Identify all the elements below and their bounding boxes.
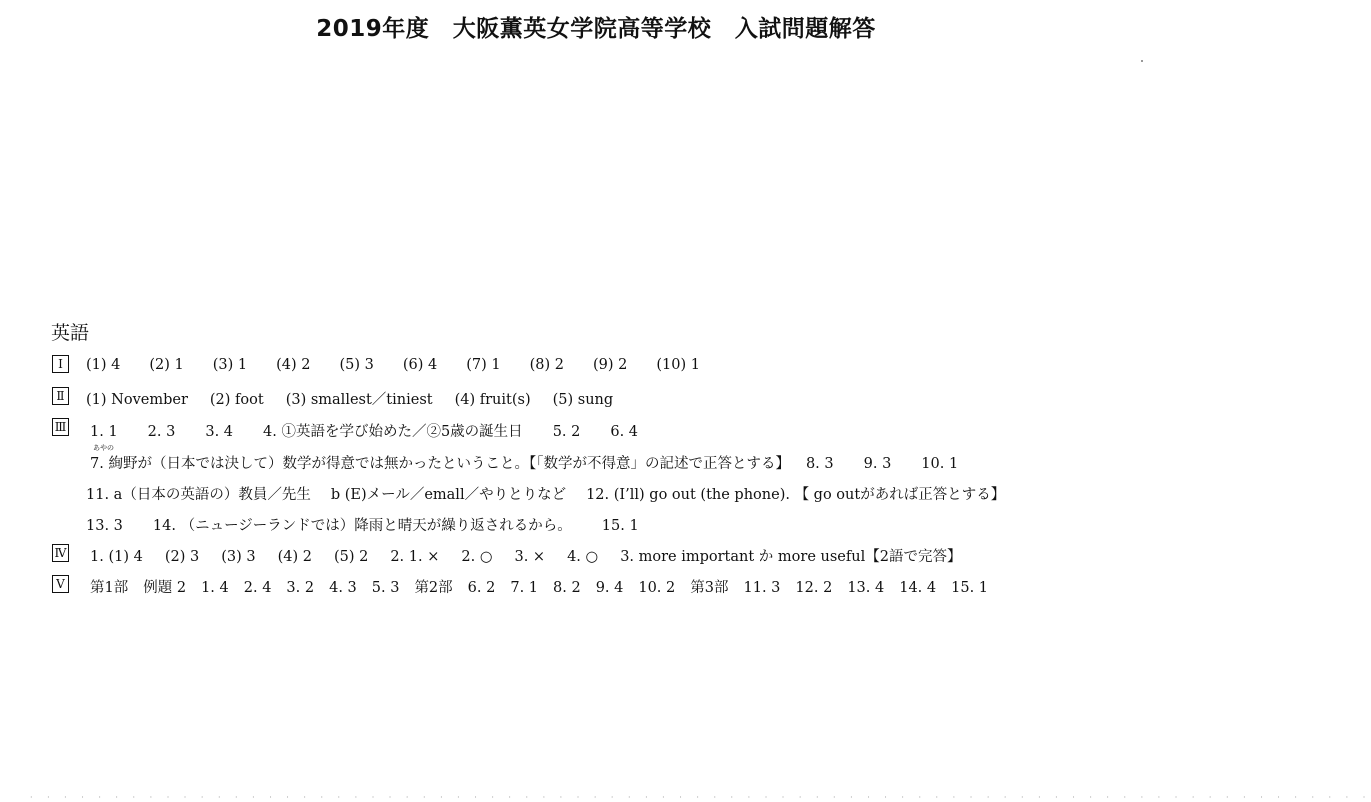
answer-item: 4. ①英語を学び始めた／②5歳の誕生日: [263, 424, 523, 440]
section-5-answers: [90, 576, 1003, 597]
answer-item: (2) foot: [209, 392, 264, 408]
answer-item: 13. 3: [86, 518, 123, 534]
section-3-answers-line-3: [86, 483, 1025, 504]
answer-item: (7) 1: [466, 357, 501, 373]
answer-item: (3) smallest／tiniest: [285, 392, 433, 408]
answer-item: 2. 1. ×: [390, 549, 440, 565]
section-numeral-2: Ⅱ: [52, 387, 69, 405]
answer-item: 13. 4: [847, 580, 885, 596]
answer-item: 3. ×: [514, 549, 546, 565]
answer-item: 14. 4: [899, 580, 937, 596]
answer-item: (6) 4: [402, 357, 438, 373]
answer-item: (1) November: [86, 392, 188, 408]
answer-item: (3) 1: [212, 357, 248, 373]
page-title: 2019年度 大阪薫英女学院高等学校 入試問題解答: [316, 16, 876, 42]
answer-item: 12. 2: [795, 580, 833, 596]
answer-item: 第2部: [414, 580, 453, 596]
scan-speck: [1141, 60, 1143, 62]
section-numeral-1: Ⅰ: [52, 355, 69, 373]
answer-item: (9) 2: [593, 357, 628, 373]
answer-item: 3. more important か more useful【2語で完答】: [620, 549, 962, 565]
answer-item: 9. 3: [863, 456, 892, 472]
answer-item: 2. 3: [147, 424, 176, 440]
ruby-reading: あやの: [93, 444, 114, 452]
section-2-answers: [86, 388, 635, 409]
answer-item: 第1部: [90, 580, 129, 596]
answer-item: 4. 3: [329, 580, 357, 596]
answer-item: 4. ○: [567, 549, 599, 565]
answer-item: 3. 4: [205, 424, 234, 440]
answer-item: 11. 3: [743, 580, 781, 596]
answer-item: b (E)メール／emall／やりとりなど: [330, 487, 567, 503]
answer-item: 10. 2: [638, 580, 676, 596]
answer-item: 15. 1: [601, 518, 639, 534]
answer-item: (8) 2: [529, 357, 564, 373]
answer-item: 1. (1) 4: [90, 549, 143, 565]
answer-item: (4) 2: [276, 357, 311, 373]
section-3-answers-line-2: [90, 444, 988, 473]
answer-item: 6. 4: [610, 424, 639, 440]
answer-item: (5) 2: [333, 549, 369, 565]
answer-item: 3. 2: [286, 580, 315, 596]
answer-item: 8. 3: [805, 456, 834, 472]
answer-item: 10. 1: [921, 456, 959, 472]
answer-item: (3) 3: [221, 549, 256, 565]
ruby-annotated-name: [90, 444, 123, 473]
answer-item: (2) 3: [164, 549, 200, 565]
answer-item: 第3部: [690, 580, 729, 596]
answer-item: (10) 1: [656, 357, 700, 373]
section-3-answers-line-1: [90, 420, 668, 441]
answer-item: 1. 1: [90, 424, 118, 440]
answer-item: 7. 1: [510, 580, 539, 596]
section-numeral-5: Ⅴ: [52, 575, 69, 593]
section-1-answers: [86, 357, 729, 373]
answer-item: 15. 1: [951, 580, 989, 596]
answer-7-text: 野が（日本では決して）数学が得意では無かったということ。【「数学が不得意」の記述で正答とする】: [122, 456, 790, 472]
section-numeral-3: Ⅲ: [52, 418, 69, 436]
answer-item: 例題 2: [143, 580, 187, 596]
answer-item: 2. 4: [243, 580, 272, 596]
ruby-base: 7. 絢: [90, 456, 123, 472]
answer-item: 1. 4: [201, 580, 229, 596]
subject-heading: 英語: [51, 322, 90, 344]
answer-item: (4) fruit(s): [454, 392, 531, 408]
section-3-answers-line-4: [86, 514, 669, 535]
section-4-answers: [90, 545, 983, 566]
answer-item: 8. 2: [553, 580, 581, 596]
answer-item: 9. 4: [595, 580, 624, 596]
answer-item: 14. （ニュージーランドでは）降雨と晴天が繰り返されるから。: [152, 518, 572, 534]
answer-item: 12. (I’ll) go out (the phone). 【 go outがあれば正答とする】: [586, 487, 1006, 503]
answer-item: 5. 2: [552, 424, 581, 440]
answer-item: (2) 1: [149, 357, 184, 373]
answer-item: 5. 3: [371, 580, 400, 596]
answer-item: (4) 2: [277, 549, 312, 565]
answer-item: (1) 4: [86, 357, 121, 373]
answer-item: (5) sung: [552, 392, 614, 408]
answer-item: (5) 3: [339, 357, 374, 373]
bottom-scan-artifact: · · · · · · · · · · · · · · · · · · · · · · · · · · · · · · · · · · · · · · · · · · · · · · · · · · · · · · · · · · · · · · · · · · · · · · · · · · · · · · ·: [30, 793, 1371, 802]
answer-item: 11. a（日本の英語の）教員／先生: [86, 487, 311, 503]
section-numeral-4: Ⅳ: [52, 544, 69, 562]
answer-item: 6. 2: [467, 580, 496, 596]
answer-item: 2. ○: [461, 549, 493, 565]
